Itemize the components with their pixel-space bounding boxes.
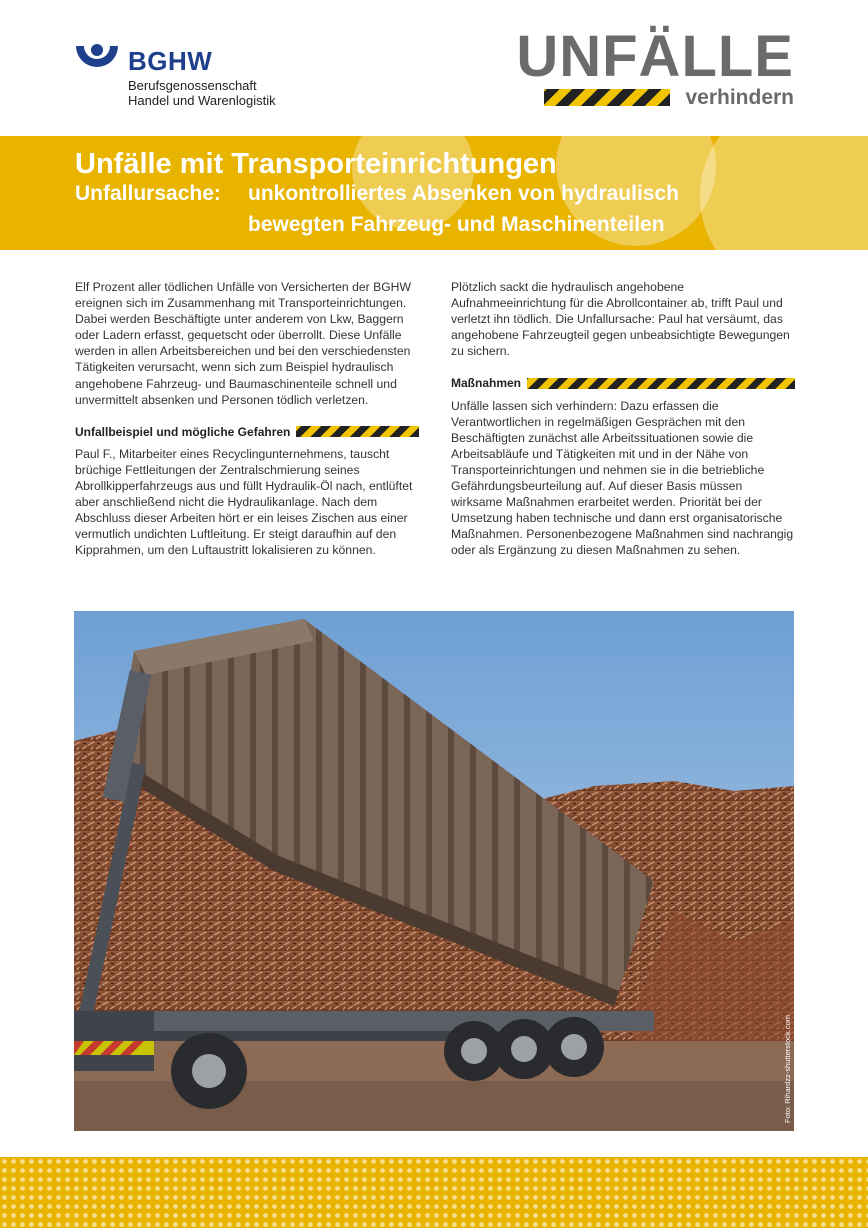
title-banner — [0, 136, 868, 250]
bghw-logo-icon — [74, 42, 120, 82]
decor-circle — [700, 136, 868, 250]
page-title: Unfälle mit Transporteinrichtungen — [75, 148, 557, 180]
truck-illustration — [74, 611, 794, 1131]
section-heading-example — [75, 424, 419, 440]
logo-name: BGHW — [128, 46, 213, 76]
bghw-logo — [74, 40, 314, 110]
footer-band — [0, 1157, 868, 1228]
campaign-logo — [516, 24, 794, 114]
photo-credit: Foto: Rihardzz-shutterstock.com — [783, 1015, 792, 1123]
continuation-paragraph: Plötzlich sackt die hydraulisch angehobene Aufnahmeeinrichtung für die Abrollcontainer ab, trifft Paul und verletzt ihn tödlich. Die Unfallursache: Paul hat versäumt, das angehobene Fahrzeugteil gegen unbeabsichtigte Bewegungen zu sichern. — [451, 280, 790, 359]
example-paragraph: Paul F., Mitarbeiter eines Recyclingunternehmens, tauscht brüchige Fettleitungen der Zentralschmierung seines Abrollkipperfahrzeugs aus und füllt Hydraulik-Öl nach, entlüftet aber anschließend nicht die Hydraulikanlage. Nach dem Abschluss dieser Arbeiten hört er ein leises Zischen aus einer vermutlich undichten Luftleitung. Er steigt daraufhin auf den Kipprahmen, um den Luftaustritt lokalisieren zu können. — [75, 446, 413, 558]
campaign-title: UNFÄLLE — [516, 24, 794, 89]
cause-line-2: bewegten Fahrzeug- und Maschinenteilen — [248, 213, 665, 236]
cause-line-1: unkontrolliertes Absenken von hydraulisch — [248, 182, 679, 205]
truck-photo — [74, 611, 794, 1131]
section-heading-measures — [451, 375, 795, 391]
cause-label: Unfallursache: — [75, 182, 221, 205]
hazard-stripe — [544, 89, 670, 106]
logo-subtitle-line1: Berufsgenossenschaft — [128, 78, 257, 93]
hazard-stripe — [296, 426, 419, 437]
hazard-stripe — [527, 378, 795, 389]
campaign-subtitle: verhindern — [685, 86, 794, 109]
left-column — [75, 279, 419, 575]
section-heading-measures-label: Maßnahmen — [451, 376, 522, 391]
intro-paragraph: Elf Prozent aller tödlichen Unfälle von Versicherten der BGHW ereignen sich im Zusammenhang mit Transporteinrichtungen. Dabei werden Beschäftigte unter anderem von Lkw, Baggern oder Ladern erfasst, gequetscht oder überrollt. Diese Unfälle werden in allen Arbeitsbereichen und bei den verschiedensten Tätigkeiten verursacht, wenn sich zum Beispiel hydraulisch angehobene Fahrzeug- und Baumaschinenteile schnell und unvermittelt absenken und Personen tödlich verletzen. — [75, 280, 411, 407]
logo-subtitle-line2: Handel und Warenlogistik — [128, 93, 276, 108]
section-heading-example-label: Unfallbeispiel und mögliche Gefahren — [75, 424, 291, 439]
right-column — [451, 279, 795, 575]
measures-paragraph: Unfälle lassen sich verhindern: Dazu erfassen die Verantwortlichen in regelmäßigen Gesprächen mit den Beschäftigten zunächst alle Arbeitssituationen sowie die Arbeitsabläufe und Tätigkeiten mit und in der Nähe von Transporteinrichtungen und nehmen sie in die betriebliche Gefährdungsbeurteilung auf. Auf dieser Basis müssen wirksame Maßnahmen erarbeitet werden. Priorität bei der Umsetzung haben technische und dann erst organisatorische Maßnahmen. Personenbezogene Maßnahmen sind nachrangig oder als Ergänzung zu diesen Maßnahmen zu sehen. — [451, 398, 794, 558]
